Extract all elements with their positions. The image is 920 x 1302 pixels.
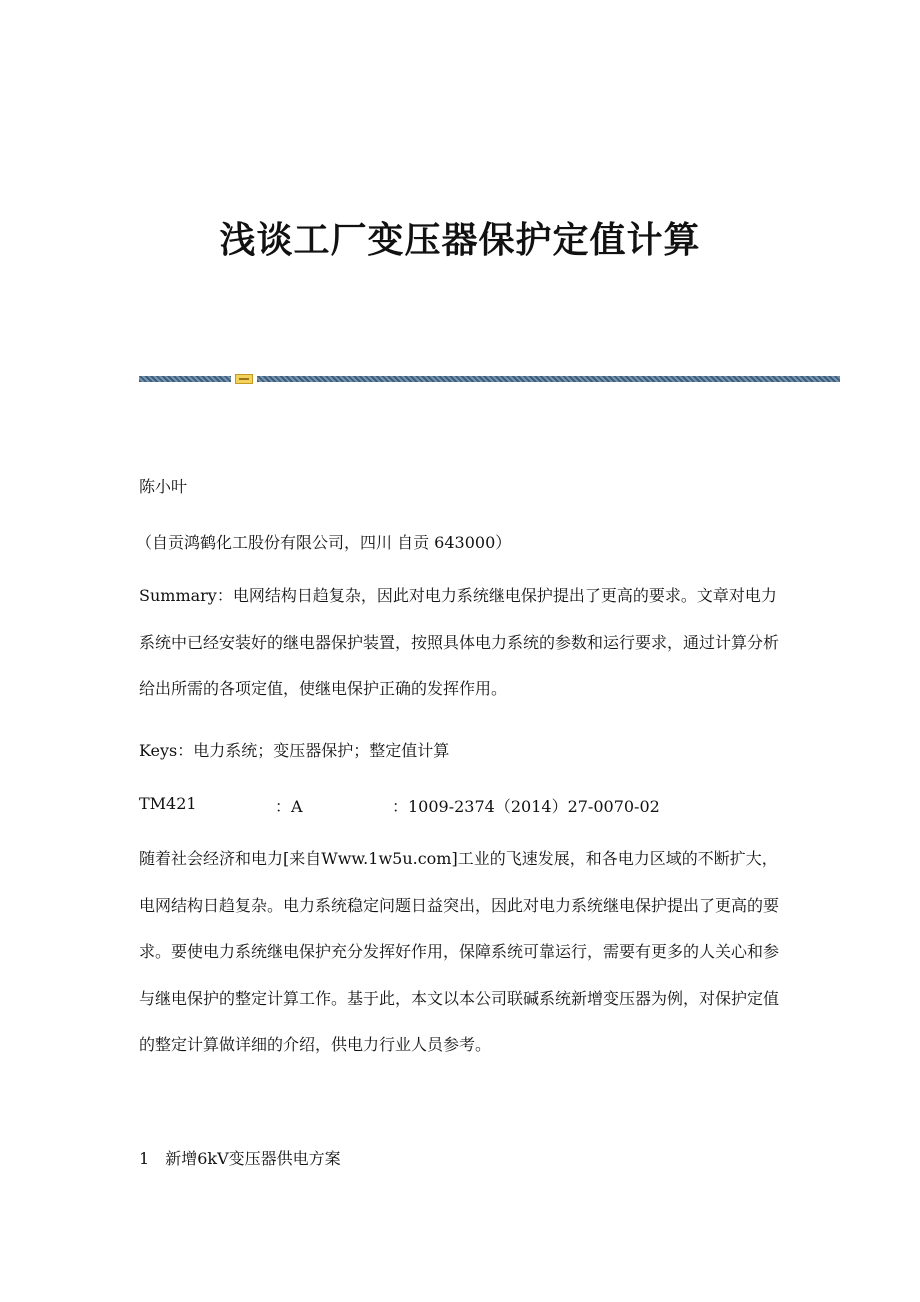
divider-bar-left [139,376,231,382]
keywords-label: Keys： [139,741,194,760]
summary-label: Summary： [139,586,233,605]
article-number: ：1009-2374（2014）27-0070-02 [392,797,660,816]
summary-text: 电网结构日趋复杂，因此对电力系统继电保护提出了更高的要求。文章对电力系统中已经安装好的继电器保护装置，按照具体电力系统的参数和运行要求，通过计算分析给出所需的各项定值，使继电保护正确的发挥作用。 [139,586,780,698]
author-name: 陈小叶 [139,477,188,496]
section-number: 1 [139,1149,150,1168]
section-heading [139,1146,341,1169]
classification-code: TM421 [139,794,197,813]
section-title: 新增6kV变压器供电方案 [165,1149,341,1168]
author-affiliation: （自贡鸿鹤化工股份有限公司，四川 自贡 643000） [136,533,512,552]
divider-bar-right [257,376,840,382]
document-code: ：A [275,797,303,816]
paper-title: 浅谈工厂变压器保护定值计算 [219,220,701,261]
keywords-line [139,738,449,761]
divider-badge-icon [235,374,253,384]
title-divider [139,374,840,384]
keywords-text: 电力系统；变压器保护；整定值计算 [193,741,450,760]
intro-paragraph: 随着社会经济和电力[来自Www.1w5u.com]工业的飞速发展，和各电力区域的不断扩大，电网结构日趋复杂。电力系统稳定问题日益突出，因此对电力系统继电保护提出了更高的要求。要使电力系统继电保护充分发挥好作用，保障系统可靠运行，需要有更多的人关心和参与继电保护的整定计算工作。基于此，本文以本公司联碱系统新增变压器为例，对保护定值的整定计算做详细的介绍，供电力行业人员参考。 [139,849,780,1054]
summary-paragraph [139,573,789,713]
